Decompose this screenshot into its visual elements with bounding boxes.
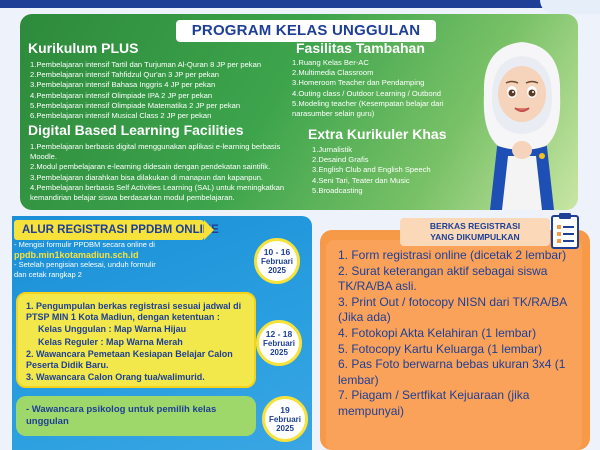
step1-line2: - Setelah pengisian selesai, unduh formulir xyxy=(14,260,156,269)
kurikulum-item: 6.Pembelajaran intensif Musical Class 2 JP per pekan xyxy=(30,111,212,121)
berkas-list xyxy=(338,248,588,420)
step2-item: Kelas Reguler : Map Warna Merah xyxy=(38,336,183,347)
ekstra-item: 5.Broadcasting xyxy=(312,185,363,195)
kurikulum-item: 3.Pembelajaran intensif Bahasa Inggris 4 JP per pekan xyxy=(30,80,216,90)
date-year: 2025 xyxy=(270,347,288,357)
date-badge-step-2 xyxy=(256,320,302,366)
program-title: PROGRAM KELAS UNGGULAN xyxy=(176,20,436,42)
kurikulum-item: 5.Pembelajaran intensif Olimpiade Matematika 2 JP per pekan xyxy=(30,100,241,110)
digital-item: 4.Pembelajaran berbasis Self Activities Learning (SAL) untuk meningkatkan kemandirian belajar siswa berdasarkan modul pembelajaran. xyxy=(30,182,285,203)
date-range: 10 - 16 xyxy=(263,246,291,257)
berkas-title-line1: BERKAS REGISTRASI xyxy=(429,221,521,231)
fasilitas-item: 4.Outing class / Outdoor Learning / Outbond xyxy=(292,88,442,98)
ekstra-item: 3.English Club and English Speech xyxy=(312,165,431,175)
berkas-title-line2: YANG DIKUMPULKAN xyxy=(430,232,520,242)
fasilitas-list xyxy=(292,58,460,119)
kurikulum-title: Kurikulum PLUS xyxy=(28,40,139,56)
step1-line3: dan cetak rangkap 2 xyxy=(14,270,82,279)
ekstra-item: 4.Seni Tari, Teater dan Music xyxy=(312,175,410,185)
berkas-item: 4. Fotokopi Akta Kelahiran (1 lembar) xyxy=(338,325,537,340)
ekstra-title: Extra Kurikuler Khas xyxy=(308,126,447,142)
date-badge-step-3 xyxy=(262,396,308,442)
step2-item: 2. Wawancara Pemetaan Kesiapan Belajar Calon Peserta Didik Baru. xyxy=(26,348,233,371)
date-month: Februari xyxy=(260,256,293,266)
kurikulum-list xyxy=(30,60,261,121)
kurikulum-item: 4.Pembelajaran intensif Olimpiade IPA 2 JP per pekan xyxy=(30,90,213,100)
fasilitas-item: 3.Homeroom Teacher dan Pendamping xyxy=(292,78,425,88)
date-month: Februari xyxy=(268,414,301,424)
alur-step-3: - Wawancara psikolog untuk pemilih kelas unggulan xyxy=(16,396,256,436)
date-year: 2025 xyxy=(276,423,294,433)
digital-title: Digital Based Learning Facilities xyxy=(28,122,244,138)
digital-item: 1.Pembelajaran berbasis digital menggunakan aplikasi e-learning berbasis Moodle. xyxy=(30,142,281,162)
date-badge-step-1 xyxy=(254,238,300,284)
berkas-item: 6. Pas Foto berwarna bebas ukuran 3x4 (1 lembar) xyxy=(338,357,566,387)
berkas-item: 1. Form registrasi online (dicetak 2 lembar) xyxy=(338,248,567,262)
step2-item: Kelas Unggulan : Map Warna Hijau xyxy=(38,324,187,335)
berkas-item: 2. Surat keterangan aktif sebagai siswa TK/RA/BA asli. xyxy=(338,263,548,294)
alur-step-1 xyxy=(14,240,250,284)
ekstra-item: 2.Desaind Grafis xyxy=(312,155,369,165)
top-strip-notch xyxy=(540,0,600,14)
fasilitas-item: 1.Ruang Kelas Ber-AC xyxy=(292,58,369,67)
fasilitas-title: Fasilitas Tambahan xyxy=(296,40,425,56)
digital-item: 2.Modul pembelajaran e-learning didesain dengan pendekatan saintifik. xyxy=(30,162,271,172)
date-range: 12 - 18 xyxy=(265,328,293,339)
step1-line1: - Mengisi formulir PPDBM secara online di xyxy=(14,240,155,249)
step2-list xyxy=(18,294,254,383)
kurikulum-item: 1.Pembelajaran intensif Tartil dan Turjuman Al-Quran 8 JP per pekan xyxy=(30,60,262,69)
berkas-item: 5. Fotocopy Kartu Keluarga (1 lembar) xyxy=(338,341,543,356)
date-year: 2025 xyxy=(268,265,286,275)
document-checklist-icon xyxy=(548,212,582,250)
berkas-title xyxy=(400,218,550,246)
date-range: 19 xyxy=(280,404,290,415)
berkas-item: 3. Print Out / fotocopy NISN dari TK/RA/BA (Jika ada) xyxy=(338,294,567,325)
alur-title: ALUR REGISTRASI PPDBM ONLINE xyxy=(14,220,204,240)
alur-step-2 xyxy=(16,292,256,388)
fasilitas-item: 5.Modeling teacher (Kesempatan belajar dari narasumber selain guru) xyxy=(292,98,444,119)
ekstra-list xyxy=(312,145,431,196)
kurikulum-item: 2.Pembelajaran intensif Tahfidzul Qur'an 3 JP per pekan xyxy=(30,70,220,80)
step2-item: 1. Pengumpulan berkas registrasi sesuai jadwal di PTSP MIN 1 Kota Madiun, dengan ketentuan : xyxy=(26,301,242,323)
step2-item: 3. Wawancara Calon Orang tua/walimurid. xyxy=(26,372,205,383)
fasilitas-item: 2.Multimedia Classroom xyxy=(292,68,374,78)
berkas-item: 7. Piagam / Sertfikat Kejuaraan (jika mempunyai) xyxy=(338,388,530,418)
mascot-girl-illustration xyxy=(462,28,582,210)
registration-url-link[interactable]: ppdb.min1kotamadiun.sch.id xyxy=(14,250,139,260)
digital-item: 3.Pembelajaran diarahkan bisa dilakukan di manapun dan kapanpun. xyxy=(30,172,264,182)
ekstra-item: 1.Jurnalistik xyxy=(312,145,353,154)
digital-list xyxy=(30,142,292,203)
date-month: Februari xyxy=(262,338,295,348)
top-banner-strip xyxy=(0,0,600,8)
